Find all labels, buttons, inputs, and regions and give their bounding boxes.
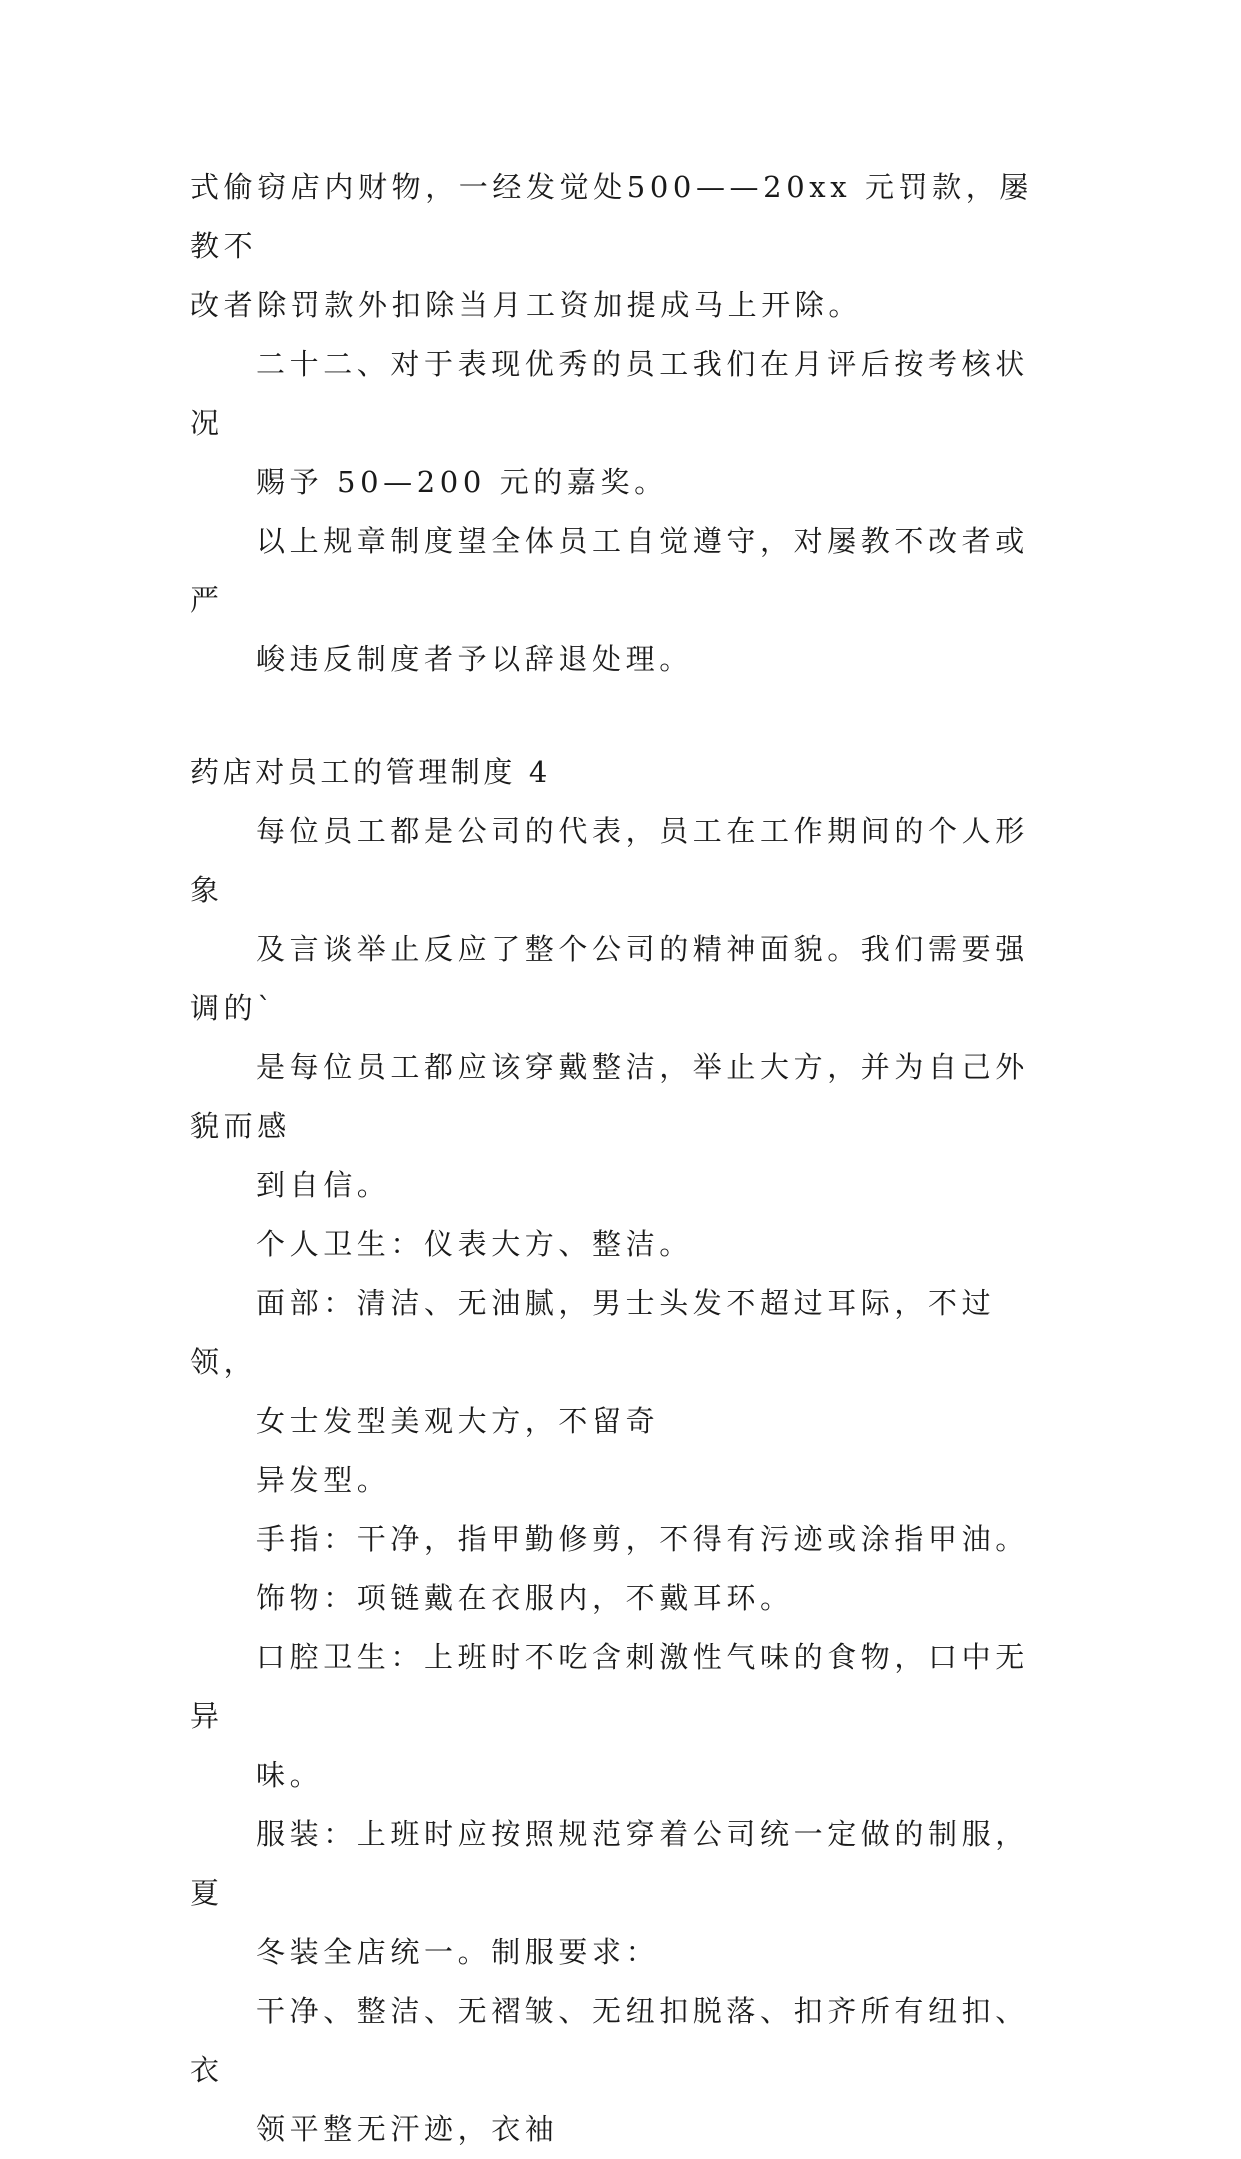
paragraph-line: 饰物：项链戴在衣服内，不戴耳环。: [256, 1581, 794, 1615]
paragraph-line: 女士发型美观大方，不留奇: [256, 1404, 660, 1438]
paragraph-p1: [190, 158, 1050, 335]
paragraph-line: 到自信。: [256, 1168, 391, 1202]
paragraph-line: 每位员工都是公司的代表，员工在工作期间的个人形象: [190, 814, 1029, 907]
paragraph-line: 味。: [256, 1758, 324, 1792]
paragraph-p12: [190, 1982, 1050, 2159]
paragraph-line: 及言谈举止反应了整个公司的精神面貌。我们需要强调的`: [190, 932, 1029, 1025]
paragraph-line: 面部：清洁、无油腻，男士头发不超过耳际，不过领，: [190, 1286, 996, 1379]
section-title: 药店对员工的管理制度 4: [190, 755, 551, 789]
paragraph-p10: [190, 1628, 1050, 1805]
paragraph-p7: [190, 1451, 1050, 1510]
document-body: [190, 158, 1050, 2159]
paragraph-line: 以上规章制度望全体员工自觉遵守，对屡教不改者或严: [190, 524, 1029, 617]
paragraph-p4: [190, 802, 1050, 1215]
paragraph-line: 峻违反制度者予以辞退处理。: [256, 642, 693, 676]
paragraph-p8: [190, 1510, 1050, 1569]
paragraph-line: 异发型。: [256, 1463, 391, 1497]
paragraph-line: 个人卫生：仪表大方、整洁。: [256, 1227, 693, 1261]
paragraph-line: 赐予 50—200 元的嘉奖。: [256, 465, 668, 499]
paragraph-line: 服装：上班时应按照规范穿着公司统一定做的制服，夏: [190, 1817, 1029, 1910]
paragraph-line: 改者除罚款外扣除当月工资加提成马上开除。: [190, 288, 863, 322]
section-gap: [190, 689, 1050, 743]
paragraph-line: 领平整无汗迹，衣袖: [256, 2112, 559, 2146]
paragraph-p2: [190, 335, 1050, 512]
paragraph-line: 是每位员工都应该穿戴整洁，举止大方，并为自己外貌而感: [190, 1050, 1029, 1143]
paragraph-line: 干净、整洁、无褶皱、无纽扣脱落、扣齐所有纽扣、衣: [190, 1994, 1029, 2087]
paragraph-p5: [190, 1215, 1050, 1274]
paragraphs-after-heading: [190, 802, 1050, 2159]
paragraph-line: 手指：干净，指甲勤修剪，不得有污迹或涂指甲油。: [256, 1522, 1029, 1556]
paragraph-p9: [190, 1569, 1050, 1628]
paragraph-line: 冬装全店统一。制服要求：: [256, 1935, 660, 1969]
paragraphs-before-heading: [190, 158, 1050, 689]
paragraph-p6: [190, 1274, 1050, 1451]
paragraph-p11: [190, 1805, 1050, 1982]
paragraph-line: 二十二、对于表现优秀的员工我们在月评后按考核状况: [190, 347, 1029, 440]
paragraph-line: 式偷窃店内财物，一经发觉处500——20xx 元罚款，屡教不: [190, 170, 1033, 263]
paragraph-p3: [190, 512, 1050, 689]
paragraph-line: 口腔卫生：上班时不吃含刺激性气味的食物，口中无异: [190, 1640, 1029, 1733]
